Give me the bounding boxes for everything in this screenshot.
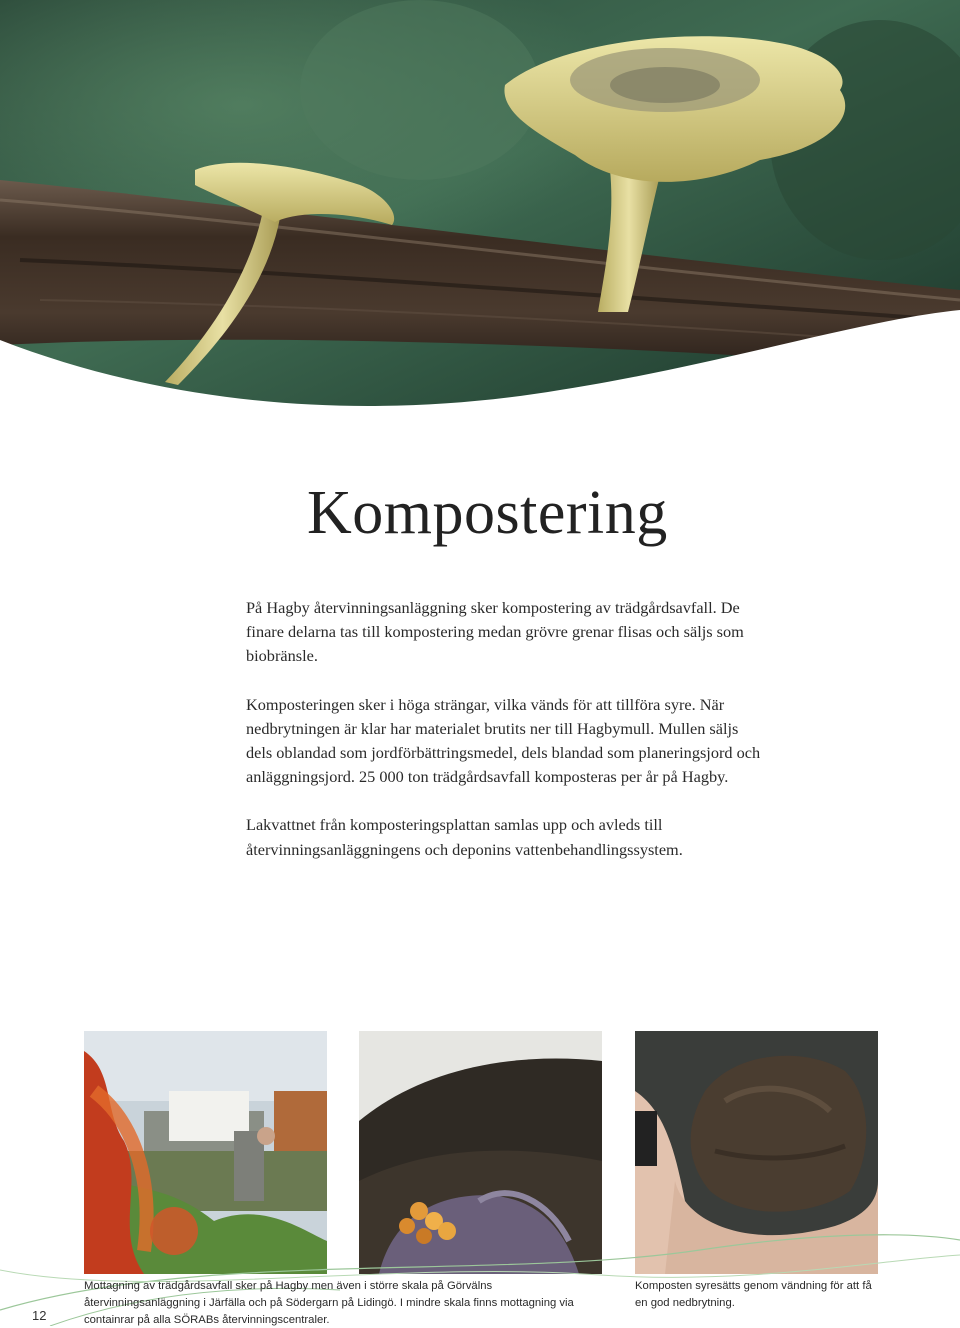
paragraph-1: På Hagby återvinningsanläggning sker kompostering av trädgårdsavfall. De finare delarna tas till kompostering medan grövre grenar flisas och säljs som biobränsle. <box>246 598 744 666</box>
caption-left: Mottagning av trädgårdsavfall sker på Hagby men även i större skala på Görvälns återvinningsanläggning i Järfälla och på Södergarn på Lidingö. I mindre skala finns mottagning via containrar på alla SÖRABs återvinningscentraler. <box>84 1280 574 1326</box>
paragraph-2: Komposteringen sker i höga strängar, vilka vänds för att tillföra syre. När nedbrytningen är klar har materialet brutits ner till Hagbymull. Mullen säljs dels oblandad som jordförbättringsmedel, dels blandad som planeringsjord och anläggningsjord. 25 000 ton trädgårdsavfall komposteras per år på Hagby. <box>246 694 761 787</box>
caption-right: Komposten syresätts genom vändning för att få en god nedbrytning. <box>635 1280 872 1309</box>
body-text <box>246 596 766 886</box>
paragraph-3: Lakvattnet från komposteringsplattan samlas upp och avleds till återvinningsanläggningens och deponins vattenbehandlingssystem. <box>246 815 683 859</box>
page-title: Kompostering <box>307 479 668 547</box>
mushrooms-on-log-photo <box>0 0 960 420</box>
page-number: 12 <box>32 1308 47 1323</box>
